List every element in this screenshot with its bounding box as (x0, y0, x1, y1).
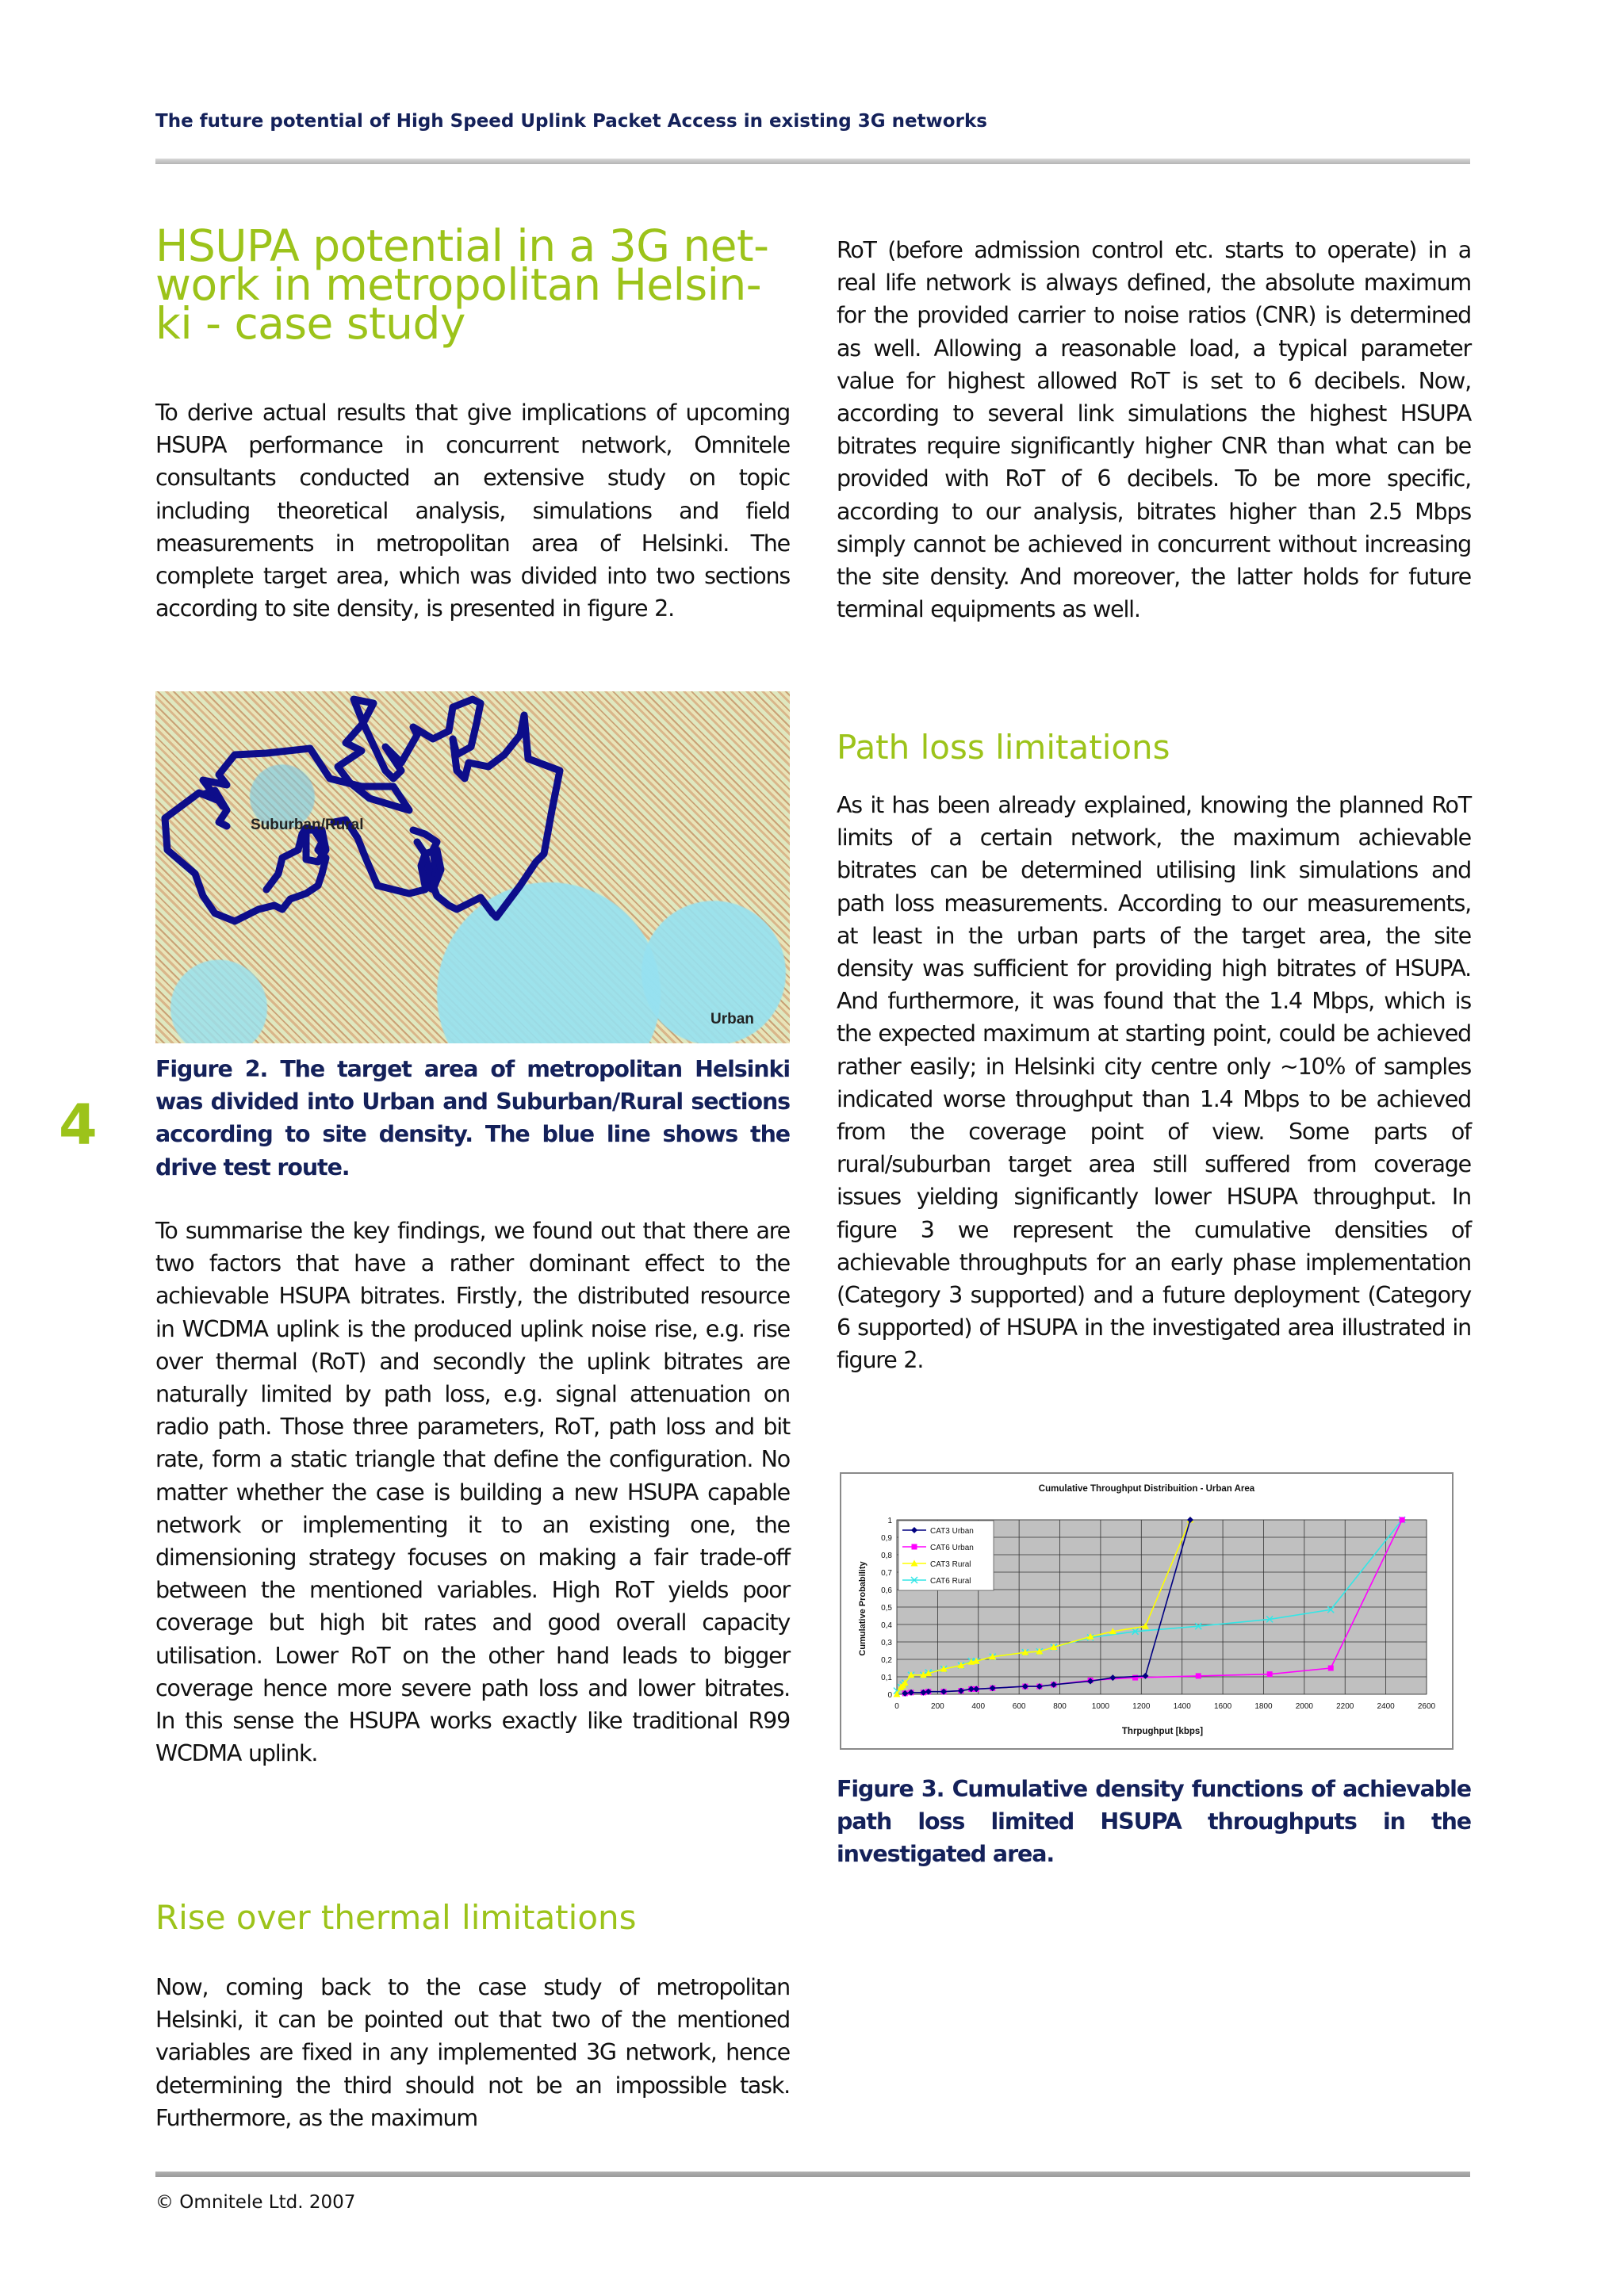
svg-text:CAT3 Urban: CAT3 Urban (930, 1527, 974, 1536)
y-axis-label: Cumulative Probability (858, 1561, 868, 1656)
drive-route-overlay (155, 691, 790, 1043)
svg-text:CAT6 Urban: CAT6 Urban (930, 1544, 974, 1552)
x-axis-label: Thrpughput [kbps] (1121, 1727, 1204, 1736)
svg-text:0,4: 0,4 (881, 1621, 892, 1630)
figure-3-caption: Figure 3. Cumulative density functions of achievable path loss limited HSUPA throughputs in the investigated area. (837, 1776, 1471, 1868)
title-line: HSUPA potential in a 3G net- (155, 220, 769, 271)
title-line: work in metropolitan Helsin- (155, 259, 762, 310)
figure-2-map (155, 691, 790, 1043)
map-label-suburban: Suburban/Rural (251, 817, 364, 833)
svg-text:0,5: 0,5 (881, 1604, 892, 1613)
svg-text:1400: 1400 (1173, 1702, 1191, 1711)
chart-legend (898, 1521, 994, 1590)
svg-text:0,2: 0,2 (881, 1656, 892, 1665)
svg-text:2200: 2200 (1336, 1702, 1354, 1711)
map-label-urban: Urban (710, 1011, 754, 1027)
figure-3-chart (840, 1472, 1454, 1750)
svg-text:0,8: 0,8 (881, 1552, 892, 1560)
intro-paragraph: To derive actual results that give implications of upcoming HSUPA performance in concurrent network, Omnitele consultants conducted an extensive study on topic including theoretical analysis, simulations and field measurements in metropolitan area of Helsinki. The complete target area, which was divided into two sections according to site density, is presented in figure 2. (155, 400, 790, 622)
cdf-chart-svg (841, 1474, 1452, 1748)
continuation-paragraph: RoT (before admission control etc. starts to operate) in a real life network is always defined, the absolute maximum for the provided carrier to noise ratios (CNR) is determined as well. Allowing a reasonable load, a typical parameter value for highest allowed RoT is set to 6 decibels. Now, according to several link simulations the highest HSUPA bitrates require significantly higher CNR than what can be provided with RoT of 6 decibels. To be more specific, according to our analysis, bitrates higher than 2.5 Mbps simply cannot be achieved in concurrent without increasing the site density. And moreover, the latter holds for future terminal equipments as well. (837, 237, 1471, 623)
svg-text:0,9: 0,9 (881, 1534, 892, 1543)
pathloss-paragraph: As it has been already explained, knowing the planned RoT limits of a certain network, the maximum achievable bitrates can be determined utilising link simulations and path loss measurements. According to our measurements, at least in the urban parts of the target area, the site density was sufficient for providing high bitrates of HSUPA. And furthermore, it was found that the 1.4 Mbps, which is the expected maximum at starting point, could be achieved rather easily; in Helsinki city centre only ~10% of samples indicated worse throughput than 1.4 Mbps to be achieved from the coverage point of view. Some parts of rural/suburban target area still suffered from coverage issues yielding significantly lower HSUPA throughput. In figure 3 we represent the cumulative densities of achievable throughputs for an early phase implementation (Category 3 supported) and a future deployment (Category 6 supported) of HSUPA in the investigated area illustrated in figure 2. (837, 792, 1471, 1374)
svg-text:0,3: 0,3 (881, 1639, 892, 1647)
page-number: 4 (59, 1093, 98, 1158)
rot-paragraph: Now, coming back to the case study of metropolitan Helsinki, it can be pointed out that two of the mentioned variables are fixed in any implemented 3G network, hence determining the third should not be an impossible task. Furthermore, as the maximum (155, 1974, 790, 2131)
figure-2-caption: Figure 2. The target area of metropolitan Helsinki was divided into Urban and Suburban/Rural sections according to site density. The blue line shows the drive test route. (155, 1056, 790, 1181)
section-heading-pathloss: Path loss limitations (837, 728, 1170, 767)
svg-text:1200: 1200 (1132, 1702, 1151, 1711)
chart-title: Cumulative Throughput Distribuition - Urban Area (1038, 1484, 1255, 1494)
svg-text:0: 0 (887, 1691, 892, 1700)
footer-divider (155, 2172, 1470, 2177)
svg-text:CAT6 Rural: CAT6 Rural (930, 1577, 971, 1586)
running-header: The future potential of High Speed Uplink Packet Access in existing 3G networks (155, 111, 987, 132)
svg-text:1800: 1800 (1254, 1702, 1273, 1711)
svg-text:0,6: 0,6 (881, 1586, 892, 1595)
svg-text:2600: 2600 (1417, 1702, 1436, 1711)
svg-text:800: 800 (1053, 1702, 1067, 1711)
svg-text:2400: 2400 (1377, 1702, 1395, 1711)
section-heading-rot: Rise over thermal limitations (155, 1898, 637, 1937)
svg-text:400: 400 (971, 1702, 986, 1711)
title-line: ki - case study (155, 298, 465, 349)
svg-text:200: 200 (931, 1702, 944, 1711)
svg-text:1000: 1000 (1091, 1702, 1110, 1711)
svg-text:1600: 1600 (1213, 1702, 1232, 1711)
svg-text:2000: 2000 (1295, 1702, 1313, 1711)
svg-text:0,7: 0,7 (881, 1569, 892, 1578)
svg-text:0: 0 (894, 1702, 899, 1711)
summary-paragraph: To summarise the key findings, we found out that there are two factors that have a rather dominant effect to the achievable HSUPA bitrates. Firstly, the distributed resource in WCDMA uplink is the produced uplink noise rise, e.g. rise over thermal (RoT) and secondly the uplink bitrates are naturally limited by path loss, e.g. signal attenuation on radio path. Those three parameters, RoT, path loss and bit rate, form a static triangle that define the configuration. No matter whether the case is building a new HSUPA capable network or implementing it to an existing one, the dimensioning strategy focuses on making a fair trade-off between the mentioned variables. High RoT yields poor coverage but high bit rates and good overall capacity utilisation. Lower RoT on the other hand leads to bigger coverage hence more severe path loss and lower bitrates. In this sense the HSUPA works exactly like traditional R99 WCDMA uplink. (155, 1218, 790, 1767)
svg-text:CAT3 Rural: CAT3 Rural (930, 1560, 971, 1569)
article-title (155, 220, 790, 349)
copyright-footer: © Omnitele Ltd. 2007 (155, 2192, 356, 2213)
header-divider (155, 159, 1470, 164)
svg-text:1: 1 (887, 1517, 892, 1525)
svg-text:600: 600 (1012, 1702, 1026, 1711)
svg-text:0,1: 0,1 (881, 1674, 892, 1682)
